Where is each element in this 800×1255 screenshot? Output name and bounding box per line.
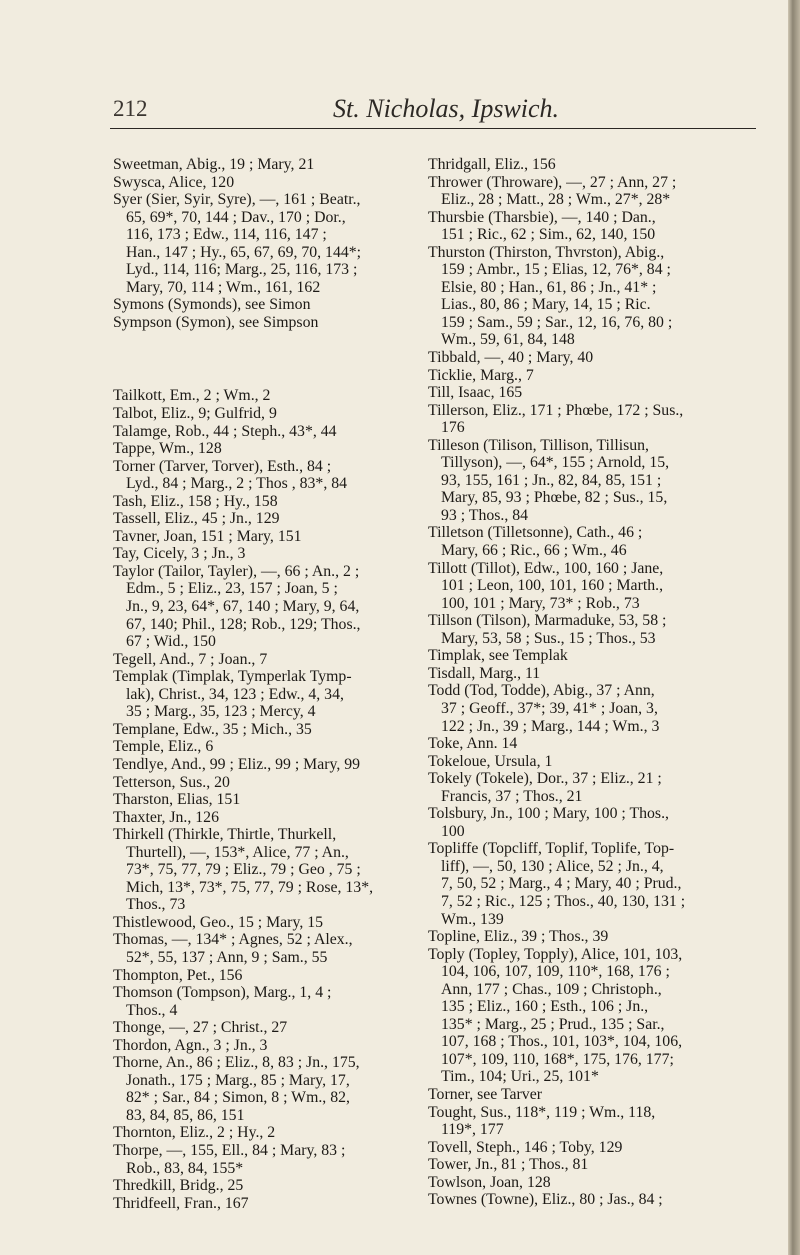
index-entry-line: Timplak, see Templak (428, 647, 568, 665)
index-entry-line: Thos., 73 (126, 896, 186, 914)
index-entry-line: Tilletson (Tilletsonne), Cath., 46 ; (428, 524, 643, 542)
index-entry-line: Tovell, Steph., 146 ; Toby, 129 (428, 1138, 623, 1156)
index-entry (113, 296, 443, 314)
index-entry-line: Thorne, An., 86 ; Eliz., 8, 83 ; Jn., 175, (113, 1054, 360, 1072)
index-entry-line: Tendlye, And., 99 ; Eliz., 99 ; Mary, 99 (113, 755, 361, 773)
index-entry-line: Tillson (Tilson), Marmaduke, 53, 58 ; (428, 612, 667, 630)
index-entry-line: Tillerson, Eliz., 171 ; Phœbe, 172 ; Sus., (428, 401, 684, 419)
index-entry-line: Tillott (Tillot), Edw., 100, 160 ; Jane, (428, 559, 664, 577)
index-entry-line: 176 (441, 419, 465, 437)
index-entry (113, 510, 443, 528)
index-entry-line: Thordon, Agn., 3 ; Jn., 3 (113, 1036, 268, 1054)
page-edge (788, 0, 800, 1255)
index-entry-line: Tay, Cicely, 3 ; Jn., 3 (113, 545, 246, 563)
index-entry-line: Tokeloue, Ursula, 1 (428, 752, 553, 770)
index-entry-line: Templak (Timplak, Tymperlak Tymp- (113, 668, 352, 686)
index-entry (428, 244, 758, 349)
index-entry-line: 73*, 75, 77, 79 ; Eliz., 79 ; Geo , 75 ; (126, 861, 361, 879)
index-entry (113, 191, 443, 296)
index-entry-line: Talamge, Rob., 44 ; Steph., 43*, 44 (113, 422, 337, 440)
index-entry-line: 67, 140; Phil., 128; Rob., 129; Thos., (126, 615, 361, 633)
index-entry-line: Tilleson (Tilison, Tillison, Tillisun, (428, 436, 649, 454)
index-entry (113, 1124, 443, 1142)
index-entry-line: 116, 173 ; Edw., 114, 116, 147 ; (126, 226, 327, 244)
index-entry-line: Francis, 37 ; Thos., 21 (441, 787, 583, 805)
index-entry (113, 528, 443, 546)
index-entry-line: 135 ; Eliz., 160 ; Esth., 106 ; Jn., (441, 998, 649, 1016)
index-entry (113, 914, 443, 932)
index-entry-line: Tassell, Eliz., 45 ; Jn., 129 (113, 510, 280, 528)
index-entry-line: Tailkott, Em., 2 ; Wm., 2 (113, 387, 271, 405)
index-entry (428, 367, 758, 385)
index-entry-line: Tisdall, Marg., 11 (428, 664, 541, 682)
index-entry (113, 563, 443, 651)
index-entry-line: Mich, 13*, 73*, 75, 77, 79 ; Rose, 13*, (126, 878, 374, 896)
index-entry-line: Thompton, Pet., 156 (113, 966, 243, 984)
index-entry-line: Thornton, Eliz., 2 ; Hy., 2 (113, 1124, 276, 1142)
index-entry-line: Towlson, Joan, 128 (428, 1173, 551, 1191)
index-entry-line: Tokely (Tokele), Dor., 37 ; Eliz., 21 ; (428, 770, 662, 788)
index-entry (113, 156, 443, 174)
index-entry-line: 82* ; Sar., 84 ; Simon, 8 ; Wm., 82, (126, 1089, 350, 1107)
index-entry (113, 826, 443, 914)
index-entry (113, 458, 443, 493)
index-entry-line: Topline, Eliz., 39 ; Thos., 39 (428, 928, 609, 946)
index-entry-line: Thrower (Throware), —, 27 ; Ann, 27 ; (428, 173, 677, 191)
index-entry-line: Mary, 53, 58 ; Sus., 15 ; Thos., 53 (441, 629, 656, 647)
index-entry (428, 928, 758, 946)
index-entry (428, 770, 758, 805)
index-entry-line: liff), —, 50, 130 ; Alice, 52 ; Jn., 4, (441, 857, 664, 875)
index-entry (113, 174, 443, 192)
index-entry-line: Sweetman, Abig., 19 ; Mary, 21 (113, 156, 315, 173)
index-entry (113, 314, 443, 332)
index-entry-line: 104, 106, 107, 109, 110*, 168, 176 ; (441, 963, 670, 981)
index-entry-line: Elsie, 80 ; Han., 61, 86 ; Jn., 41* ; (441, 278, 657, 296)
index-entry-line: 93 ; Thos., 84 (441, 506, 529, 524)
index-entry (428, 753, 758, 771)
index-entry (113, 423, 443, 441)
index-entry-line: 37 ; Geoff., 37*; 39, 41* ; Joan, 3, (441, 699, 658, 717)
index-entry-line: Thursbie (Tharsbie), —, 140 ; Dan., (428, 208, 656, 226)
index-entry-line: Mary, 85, 93 ; Phœbe, 82 ; Sus., 15, (441, 489, 668, 507)
index-entry-line: Thredkill, Bridg., 25 (113, 1177, 244, 1195)
index-entry (428, 402, 758, 437)
index-column-right (428, 156, 758, 1209)
index-entry-line: 107, 168 ; Thos., 101, 103*, 104, 106, (441, 1033, 683, 1051)
index-entry-line: Tegell, And., 7 ; Joan., 7 (113, 650, 268, 668)
index-entry-line: Tower, Jn., 81 ; Thos., 81 (428, 1156, 589, 1174)
index-entry-line: lak), Christ., 34, 123 ; Edw., 4, 34, (126, 685, 344, 703)
index-entry (428, 1191, 758, 1209)
index-entry (428, 1086, 758, 1104)
index-entry-line: Eliz., 28 ; Matt., 28 ; Wm., 27*, 28* (441, 191, 671, 209)
index-entry-line: Toke, Ann. 14 (428, 735, 518, 753)
index-entry (113, 651, 443, 669)
index-entry-line: Thirkell (Thirkle, Thirtle, Thurkell, (113, 826, 337, 844)
index-entry-line: Toply (Topley, Topply), Alice, 101, 103, (428, 945, 683, 963)
index-entry-line: 7, 50, 52 ; Marg., 4 ; Mary, 40 ; Prud., (441, 875, 682, 893)
index-entry (113, 387, 443, 405)
index-entry (428, 946, 758, 1086)
index-entry-line: Tash, Eliz., 158 ; Hy., 158 (113, 492, 278, 510)
index-entry (428, 524, 758, 559)
index-entry-line: 100, 101 ; Mary, 73* ; Rob., 73 (441, 594, 640, 612)
index-entry-line: Ann, 177 ; Chas., 109 ; Christoph., (441, 980, 662, 998)
index-entry (428, 437, 758, 525)
index-entry-line: Taylor (Tailor, Tayler), —, 66 ; An., 2 ; (113, 562, 360, 580)
index-entry (113, 809, 443, 827)
index-entry (428, 1156, 758, 1174)
index-entry-line: Tavner, Joan, 151 ; Mary, 151 (113, 527, 302, 545)
index-entry (428, 1139, 758, 1157)
index-entry-line: Rob., 83, 84, 155* (126, 1159, 244, 1177)
index-entry-line: Talbot, Eliz., 9; Gulfrid, 9 (113, 405, 277, 423)
index-entry (428, 647, 758, 665)
index-entry-line: Ticklie, Marg., 7 (428, 366, 534, 384)
index-entry (428, 174, 758, 209)
index-entry-line: 101 ; Leon, 100, 101, 160 ; Marth., (441, 577, 664, 595)
index-entry-line: Tharston, Elias, 151 (113, 791, 241, 809)
index-entry-line: Torner (Tarver, Torver), Esth., 84 ; (113, 457, 332, 475)
index-entry-line: 107*, 109, 110, 168*, 175, 176, 177; (441, 1050, 674, 1068)
index-entry (113, 405, 443, 423)
index-entry-line: Thonge, —, 27 ; Christ., 27 (113, 1019, 288, 1037)
index-entry (428, 735, 758, 753)
index-entry (428, 560, 758, 613)
index-entry-line: Lyd., 84 ; Marg., 2 ; Thos , 83*, 84 (126, 475, 348, 493)
index-entry (428, 1174, 758, 1192)
index-entry-line: 122 ; Jn., 39 ; Marg., 144 ; Wm., 3 (441, 717, 660, 735)
index-entry (113, 1195, 443, 1213)
index-entry-line: Sympson (Symon), see Simpson (113, 313, 319, 331)
index-entry-line: Thridfeell, Fran., 167 (113, 1194, 249, 1212)
index-entry (113, 1177, 443, 1195)
index-entry-line: Symons (Symonds), see Simon (113, 296, 311, 314)
index-entry-line: Todd (Tod, Todde), Abig., 37 ; Ann, (428, 682, 655, 700)
index-entry (428, 349, 758, 367)
index-entry (113, 1142, 443, 1177)
index-entry-line: 67 ; Wid., 150 (126, 633, 216, 651)
index-entry (113, 721, 443, 739)
index-entry-line: Mary, 66 ; Ric., 66 ; Wm., 46 (441, 542, 627, 560)
index-entry-line: Edm., 5 ; Eliz., 23, 157 ; Joan, 5 ; (126, 580, 338, 598)
index-entry-line: Wm., 59, 61, 84, 148 (441, 331, 575, 349)
index-entry (428, 384, 758, 402)
index-entry-line: Tought, Sus., 118*, 119 ; Wm., 118, (428, 1103, 656, 1121)
index-entry (113, 967, 443, 985)
index-entry (428, 665, 758, 683)
index-entry-line: Thorpe, —, 155, Ell., 84 ; Mary, 83 ; (113, 1141, 346, 1159)
index-entry-line: Tappe, Wm., 128 (113, 440, 222, 458)
index-entry (113, 1037, 443, 1055)
page-header (110, 88, 750, 128)
letter-section-gap (113, 331, 443, 387)
index-entry-line: 135* ; Marg., 25 ; Prud., 135 ; Sar., (441, 1015, 665, 1033)
index-entry-line: Tillyson), —, 64*, 155 ; Arnold, 15, (441, 454, 670, 472)
index-entry-line: 52*, 55, 137 ; Ann, 9 ; Sam., 55 (126, 948, 328, 966)
index-entry-line: Thomson (Tompson), Marg., 1, 4 ; (113, 984, 332, 1002)
index-entry-line: Templane, Edw., 35 ; Mich., 35 (113, 720, 312, 738)
index-entry-line: Lyd., 114, 116; Marg., 25, 116, 173 ; (126, 261, 358, 279)
index-entry-line: Tetterson, Sus., 20 (113, 773, 230, 791)
index-entry (113, 545, 443, 563)
index-entry (113, 1019, 443, 1037)
index-entry (428, 840, 758, 928)
index-entry-line: Thridgall, Eliz., 156 (428, 156, 556, 173)
running-title: St. Nicholas, Ipswich. (333, 94, 560, 123)
index-entry-line: Tolsbury, Jn., 100 ; Mary, 100 ; Thos., (428, 805, 669, 823)
index-entry-line: 83, 84, 85, 86, 151 (126, 1106, 245, 1124)
index-entry (113, 931, 443, 966)
index-entry-line: Thistlewood, Geo., 15 ; Mary, 15 (113, 913, 324, 931)
index-entry-line: 151 ; Ric., 62 ; Sim., 62, 140, 150 (441, 226, 656, 244)
index-entry-line: Han., 147 ; Hy., 65, 67, 69, 70, 144*; (126, 243, 362, 261)
index-entry (113, 440, 443, 458)
index-entry-line: Jn., 9, 23, 64*, 67, 140 ; Mary, 9, 64, (126, 598, 360, 616)
index-entry-line: Lias., 80, 86 ; Mary, 14, 15 ; Ric. (441, 296, 651, 314)
index-entry (428, 156, 758, 174)
index-entry-line: Thos., 4 (126, 1001, 178, 1019)
index-entry (113, 791, 443, 809)
index-entry-line: Thomas, —, 134* ; Agnes, 52 ; Alex., (113, 931, 353, 949)
index-entry (113, 668, 443, 721)
index-entry (113, 984, 443, 1019)
index-entry (428, 682, 758, 735)
index-entry-line: 7, 52 ; Ric., 125 ; Thos., 40, 130, 131 ; (441, 892, 686, 910)
index-entry (113, 756, 443, 774)
index-entry (113, 493, 443, 511)
index-entry (428, 209, 758, 244)
index-entry-line: Syer (Sier, Syir, Syre), —, 161 ; Beatr., (113, 191, 361, 209)
index-entry-line: 93, 155, 161 ; Jn., 82, 84, 85, 151 ; (441, 471, 662, 489)
index-entry-line: Temple, Eliz., 6 (113, 738, 214, 756)
index-entry-line: Swysca, Alice, 120 (113, 173, 235, 191)
index-entry (428, 1104, 758, 1139)
index-entry-line: 100 (441, 822, 465, 840)
index-entry-line: Townes (Towne), Eliz., 80 ; Jas., 84 ; (428, 1191, 663, 1209)
index-entry-line: Wm., 139 (441, 910, 504, 928)
index-entry-line: Tibbald, —, 40 ; Mary, 40 (428, 349, 594, 367)
header-rule (110, 128, 756, 129)
index-entry-line: Mary, 70, 114 ; Wm., 161, 162 (126, 278, 321, 296)
index-entry (428, 612, 758, 647)
index-entry-line: 159 ; Ambr., 15 ; Elias, 12, 76*, 84 ; (441, 261, 671, 279)
index-entry (113, 738, 443, 756)
index-entry-line: Tim., 104; Uri., 25, 101* (441, 1068, 599, 1086)
index-entry-line: 35 ; Marg., 35, 123 ; Mercy, 4 (126, 703, 316, 721)
index-entry-line: 159 ; Sam., 59 ; Sar., 12, 16, 76, 80 ; (441, 313, 673, 331)
index-entry-line: Jonath., 175 ; Marg., 85 ; Mary, 17, (126, 1071, 350, 1089)
index-entry-line: Thurtell), —, 153*, Alice, 77 ; An., (126, 843, 349, 861)
page-number: 212 (113, 96, 148, 121)
index-entry-line: Thurston (Thirston, Thvrston), Abig., (428, 243, 665, 261)
index-entry-line: Thaxter, Jn., 126 (113, 808, 219, 826)
index-entry (428, 805, 758, 840)
index-entry (113, 1054, 443, 1124)
index-entry-line: Topliffe (Topcliff, Toplif, Toplife, Top- (428, 840, 675, 858)
index-column-left (113, 156, 443, 1212)
index-entry-line: Till, Isaac, 165 (428, 384, 523, 402)
index-entry-line: 65, 69*, 70, 144 ; Dav., 170 ; Dor., (126, 208, 346, 226)
index-entry (113, 774, 443, 792)
index-entry-line: Torner, see Tarver (428, 1085, 542, 1103)
index-entry-line: 119*, 177 (441, 1121, 504, 1139)
